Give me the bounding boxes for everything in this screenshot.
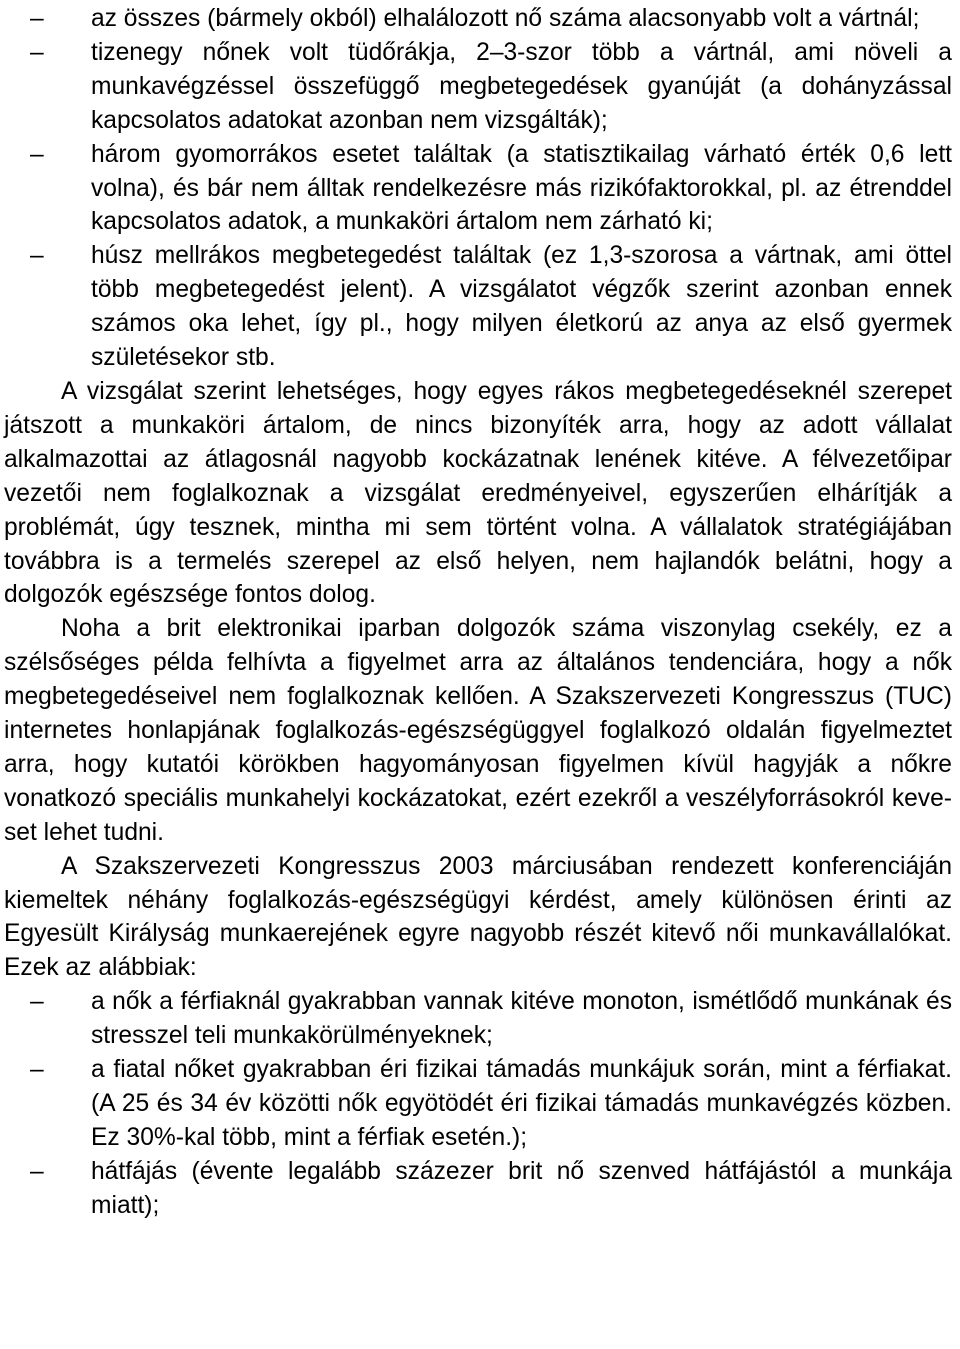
list-item bbox=[4, 239, 952, 375]
list-item-text: tizenegy nőnek volt tüdőrákja, 2–3-szor több a vártnál, ami növeli a munkavégzéssel összefüggő megbetegedések gyanúját (a dohányzással kapcsolatos adatokat azonban nem vizsgálták); bbox=[91, 38, 952, 134]
list-item-text: három gyomorrákos esetet találtak (a statisztikailag várható érték 0,6 lett volna), és bár nem álltak rendelkezésre más rizikófaktorokkal, pl. az étrenddel kapcsolatos adatok, a munkaköri ártalom nem zárható ki; bbox=[91, 140, 952, 236]
paragraph: A vizsgálat szerint lehetséges, hogy egyes rákos megbetegedéseknél szerepet játszott a munkaköri ártalom, de nincs bizonyíték arra, hogy az adott vállalat alkalmazottai az átlagosnál nagyobb kockázatnak lenének kitéve. A félvezetőipar vezetői nem foglalkoznak a vizsgálat eredményeivel, egyszerűen elhárítják a problémát, úgy tesznek, mintha mi sem történt volna. A vállalatok stratégiájában továbbra is a termelés szerepel az első helyen, nem hajlandók belátni, hogy a dolgozók egészsége fontos dolog. bbox=[4, 377, 952, 609]
dash-bullet: – bbox=[30, 5, 44, 32]
list-item bbox=[4, 1155, 952, 1223]
findings-list bbox=[4, 2, 952, 375]
dash-bullet: – bbox=[30, 1056, 44, 1084]
list-item bbox=[4, 985, 952, 1053]
paragraph: Noha a brit elektronikai iparban dolgozók száma viszonylag csekély, ez a szélsőséges példa felhívta a figyelmet arra az általános tendenciára, hogy a nők megbetegedéseivel nem foglalkoznak kellően. A Szakszervezeti Kongresszus (TUC) internetes honlapjának foglalkozás-egészségüggyel foglalkozó oldalán figyelmeztet arra, hogy kutatói körökben hagyományosan figyelmen kívül hagyják a nőkre vonatkozó speciális munkahelyi kockázatokat, ezért ezekről a veszélyforrásokról keveset lehet tudni. bbox=[4, 615, 952, 846]
list-item-text: a nők a férfiaknál gyakrabban vannak kitéve monoton, ismétlődő munkának és stresszel teli munkakörülményeknek; bbox=[91, 988, 952, 1050]
list-item-text: hátfájás (évente legalább százezer brit nő szenved hátfájástól a munkája miatt); bbox=[91, 1157, 952, 1219]
list-item-text: a fiatal nőket gyakrabban éri fizikai támadás munkájuk során, mint a férfiakat. (A 25 és 34 év közötti nők egyötödét éri fizikai támadás munkavégzés közben. Ez 30%-kal több, mint a férfiak esetén.); bbox=[91, 1056, 952, 1151]
dash-bullet: – bbox=[30, 242, 44, 270]
document-body bbox=[4, 2, 952, 1223]
list-item bbox=[4, 36, 952, 138]
dash-bullet: – bbox=[30, 1157, 44, 1185]
paragraph: A Szakszervezeti Kongresszus 2003 márciusában rendezett konferenciáján kiemeltek néhány foglalkozás-egészségügyi kérdést, amely különösen érinti az Egyesült Királyság munkaerejének egyre nagyobb részét kitevő női munkavállalókat. Ezek az alábbiak: bbox=[4, 852, 952, 982]
dash-bullet: – bbox=[30, 38, 44, 66]
list-item-text: az összes (bármely okból) elhalálozott nő száma alacsonyabb volt a vártnál; bbox=[91, 5, 920, 32]
list-item bbox=[4, 1053, 952, 1155]
list-item bbox=[4, 138, 952, 240]
dash-bullet: – bbox=[30, 140, 44, 168]
dash-bullet: – bbox=[30, 988, 44, 1016]
list-item-text: húsz mellrákos megbetegedést találtak (ez 1,3-szorosa a vártnak, ami öttel több megbetegedést jelent). A vizsgálatot végzők szerint azonban ennek számos oka lehet, így pl., hogy milyen életkorú az anya az első gyermek születésekor stb. bbox=[91, 242, 952, 372]
list-item bbox=[4, 2, 952, 36]
issues-list bbox=[4, 985, 952, 1222]
